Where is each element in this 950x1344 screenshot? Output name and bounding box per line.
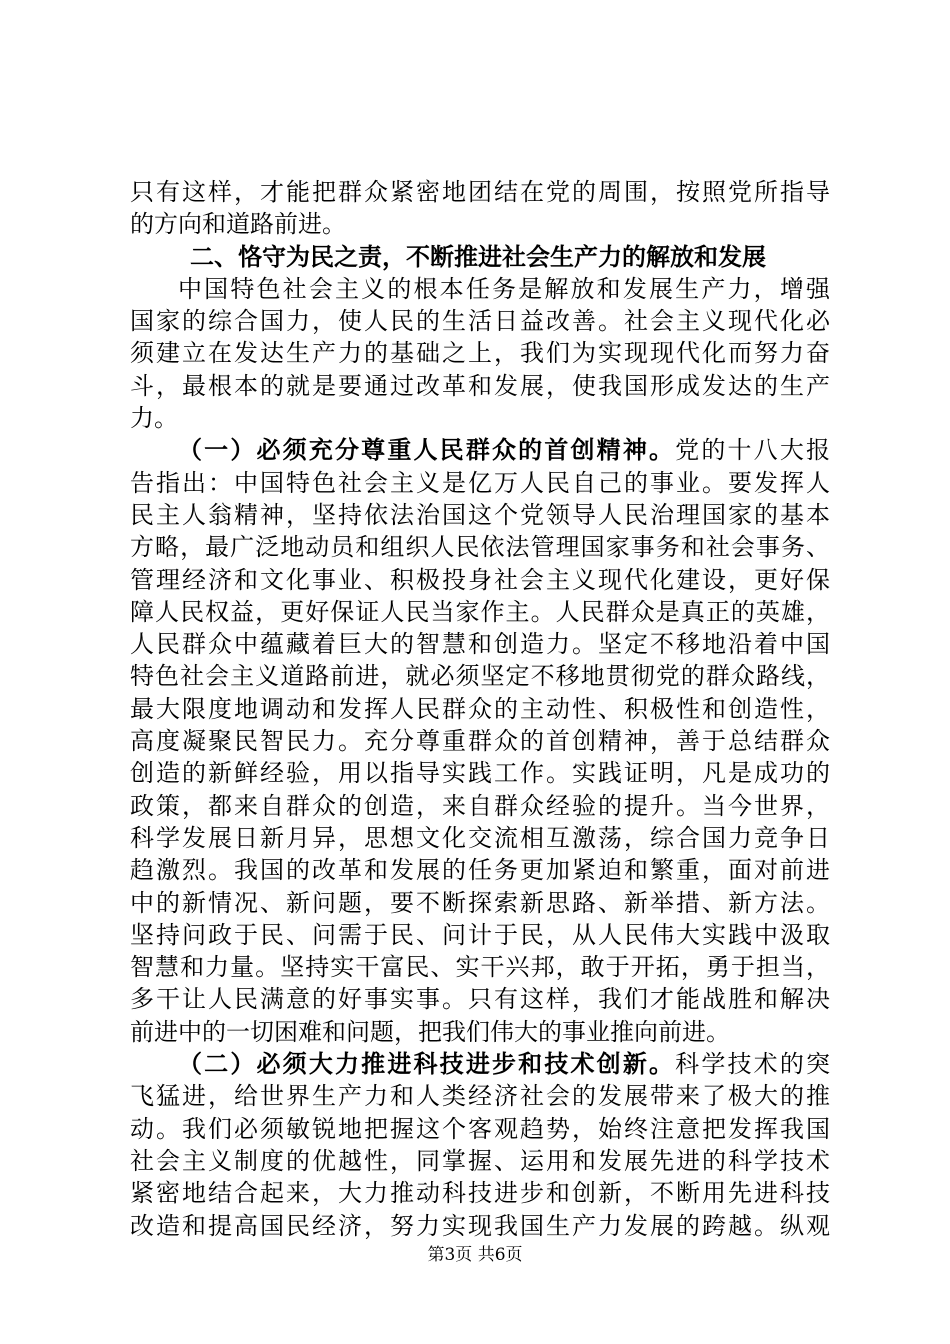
text-line <box>130 176 830 208</box>
line-text: 人民群众中蕴藏着巨大的智慧和创造力。坚定不移地沿着中国 <box>130 630 830 659</box>
line-text: 创造的新鲜经验，用以指导实践工作。实践证明，凡是成功的 <box>130 759 830 788</box>
subsection-title: （二）必须大力推进科技进步和技术创新。 <box>178 1049 676 1079</box>
text-line <box>130 757 830 789</box>
line-text: 只有这样，才能把群众紧密地团结在党的周围，按照党所指导 <box>130 178 830 206</box>
line-text: 最大限度地调动和发挥人民群众的主动性、积极性和创造性， <box>130 694 830 723</box>
line-text: 斗，最根本的就是要通过改革和发展，使我国形成发达的生产 <box>130 371 830 400</box>
subsection-title: （一）必须充分尊重人民群众的首创精神。 <box>178 435 676 465</box>
line-text: 的方向和道路前进。 <box>130 210 346 239</box>
line-text: 紧密地结合起来，大力推动科技进步和创新，不断用先进科技 <box>130 1179 830 1208</box>
line-text: 趋激烈。我国的改革和发展的任务更加紧迫和繁重，面对前进 <box>130 856 830 885</box>
line-text: 告指出：中国特色社会主义是亿万人民自己的事业。要发挥人 <box>130 468 830 497</box>
line-text: 国家的综合国力，使人民的生活日益改善。社会主义现代化必 <box>130 307 830 336</box>
text-line <box>130 467 830 499</box>
text-line <box>130 983 830 1015</box>
document-body <box>130 176 830 1242</box>
text-line <box>130 919 830 951</box>
text-line <box>130 1048 830 1080</box>
text-line <box>130 564 830 596</box>
line-text: 力。 <box>130 404 178 433</box>
line-text: 动。我们必须敏锐地把握这个客观趋势，始终注意把发挥我国 <box>130 1114 830 1143</box>
text-line <box>130 596 830 628</box>
line-text: 科学发展日新月异，思想文化交流相互激荡，综合国力竞争日 <box>130 823 830 852</box>
text-line <box>130 370 830 402</box>
text-line <box>130 693 830 725</box>
line-text: 高度凝聚民智民力。充分尊重群众的首创精神，善于总结群众 <box>130 727 830 756</box>
text-line <box>130 887 830 919</box>
text-line <box>130 1080 830 1112</box>
line-text: 多干让人民满意的好事实事。只有这样，我们才能战胜和解决 <box>130 985 830 1014</box>
text-line <box>130 1016 830 1048</box>
text-line <box>130 790 830 822</box>
text-line <box>130 208 830 240</box>
text-line <box>130 531 830 563</box>
text-line <box>130 1177 830 1209</box>
line-text: 社会主义制度的优越性，同掌握、运用和发展先进的科学技术 <box>130 1146 830 1175</box>
line-text: 障人民权益，更好保证人民当家作主。人民群众是真正的英雄， <box>130 597 830 626</box>
text-line <box>130 628 830 660</box>
line-text: 党的十八大报 <box>675 436 831 465</box>
line-text: 前进中的一切困难和问题，把我们伟大的事业推向前进。 <box>130 1017 730 1046</box>
text-line <box>130 1113 830 1145</box>
text-line <box>130 434 830 466</box>
text-line <box>130 725 830 757</box>
text-line <box>130 854 830 886</box>
text-line <box>130 337 830 369</box>
line-text: 改造和提高国民经济，努力实现我国生产力发展的跨越。纵观 <box>130 1211 830 1240</box>
line-text: 坚持问政于民、问需于民、问计于民，从人民伟大实践中汲取 <box>130 920 830 949</box>
line-text: 智慧和力量。坚持实干富民、实干兴邦，敢于开拓，勇于担当， <box>130 953 830 982</box>
text-line <box>130 951 830 983</box>
text-line <box>130 305 830 337</box>
line-text: 方略，最广泛地动员和组织人民依法管理国家事务和社会事务、 <box>130 533 830 562</box>
text-line <box>130 1210 830 1242</box>
section-heading <box>130 241 830 273</box>
line-text: 管理经济和文化事业、积极投身社会主义现代化建设，更好保 <box>130 565 830 594</box>
line-text: 须建立在发达生产力的基础之上，我们为实现现代化而努力奋 <box>130 339 830 368</box>
text-line <box>130 499 830 531</box>
text-line <box>130 1145 830 1177</box>
line-text: 二、恪守为民之责，不断推进社会生产力的解放和发展 <box>190 241 766 271</box>
line-text: 政策，都来自群众的创造，来自群众经验的提升。当今世界， <box>130 791 830 820</box>
line-text: 中国特色社会主义的根本任务是解放和发展生产力，增强 <box>178 274 830 303</box>
line-text: 科学技术的突 <box>675 1050 831 1079</box>
line-text: 民主人翁精神，坚持依法治国这个党领导人民治理国家的基本 <box>130 500 830 529</box>
line-text: 中的新情况、新问题，要不断探索新思路、新举措、新方法。 <box>130 888 830 917</box>
line-text: 特色社会主义道路前进，就必须坚定不移地贯彻党的群众路线， <box>130 662 830 691</box>
line-text: 飞猛进，给世界生产力和人类经济社会的发展带来了极大的推 <box>130 1082 830 1111</box>
text-line <box>130 822 830 854</box>
text-line <box>130 660 830 692</box>
page-footer: 第3页 共6页 <box>427 1245 523 1265</box>
text-line <box>130 402 830 434</box>
text-line <box>130 273 830 305</box>
